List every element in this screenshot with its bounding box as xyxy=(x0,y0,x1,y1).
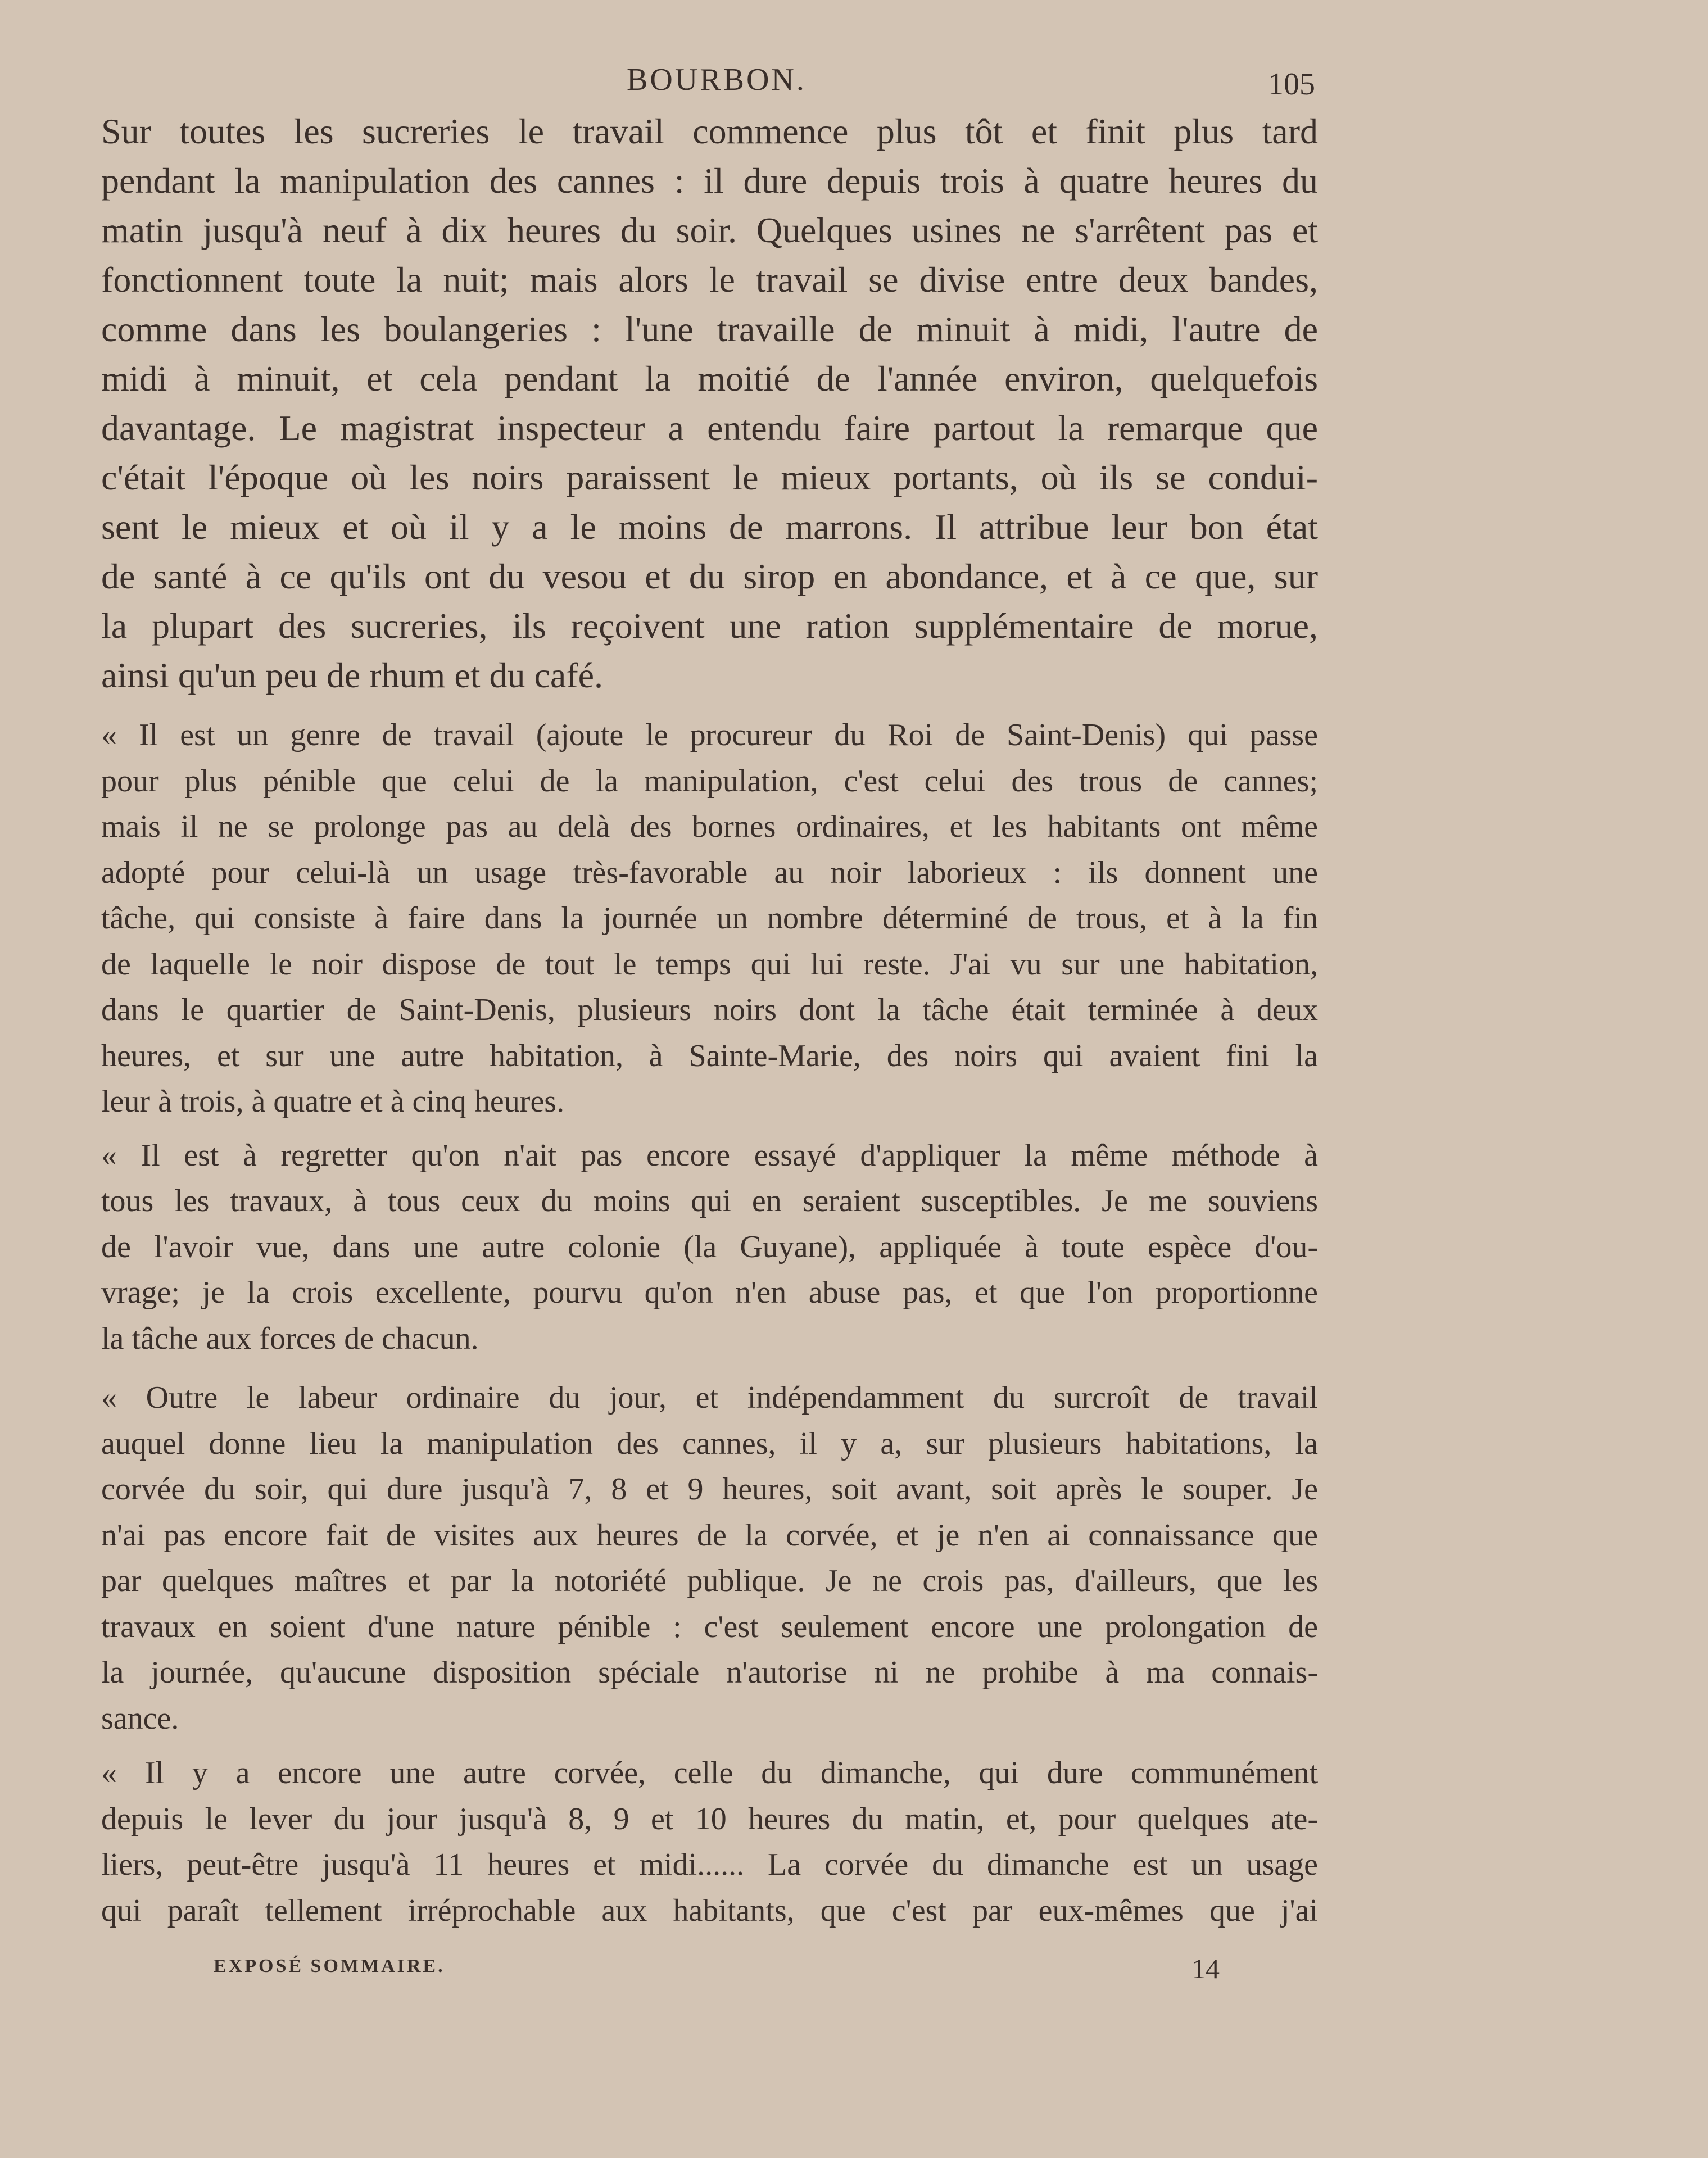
text-line: par quelques maîtres et par la notoriété publique. Je ne crois pas, d'ailleurs, que les xyxy=(101,1563,1318,1598)
page-header xyxy=(101,62,1315,107)
text-line: dans le quartier de Saint-Denis, plusieurs noirs dont la tâche était terminée à deux xyxy=(101,992,1318,1027)
text-line: la journée, qu'aucune disposition spéciale n'autorise ni ne prohibe à ma connais- xyxy=(101,1655,1318,1690)
text-line: sent le mieux et où il y a le moins de marrons. Il attribue leur bon état xyxy=(101,507,1318,547)
text-line: la plupart des sucreries, ils reçoivent une ration supplémentaire de morue, xyxy=(101,606,1318,646)
text-line: pendant la manipulation des cannes : il dure depuis trois à quatre heures du xyxy=(101,161,1318,201)
text-line: « Il est un genre de travail (ajoute le procureur du Roi de Saint-Denis) qui passe xyxy=(101,718,1318,752)
printer-signature: EXPOSÉ SOMMAIRE. xyxy=(214,1956,445,1976)
text-line: mais il ne se prolonge pas au delà des bornes ordinaires, et les habitants ont même xyxy=(101,809,1318,844)
body-text xyxy=(101,107,1318,1934)
paragraph-2 xyxy=(101,713,1318,1125)
text-line: ainsi qu'un peu de rhum et du café. xyxy=(101,655,604,695)
text-line: comme dans les boulangeries : l'une travaille de minuit à midi, l'autre de xyxy=(101,309,1318,349)
paragraph-1 xyxy=(101,107,1318,700)
text-line: depuis le lever du jour jusqu'à 8, 9 et 10 heures du matin, et, pour quelques ate- xyxy=(101,1801,1318,1837)
text-line: leur à trois, à quatre et à cinq heures. xyxy=(101,1084,565,1119)
text-line: « Il est à regretter qu'on n'ait pas encore essayé d'appliquer la même méthode à xyxy=(101,1137,1318,1173)
text-line: pour plus pénible que celui de la manipulation, c'est celui des trous de cannes; xyxy=(101,763,1318,799)
text-line: la tâche aux forces de chacun. xyxy=(101,1321,479,1356)
text-line: tous les travaux, à tous ceux du moins qui en seraient susceptibles. Je me souviens xyxy=(101,1184,1318,1218)
paragraph-4 xyxy=(101,1375,1318,1742)
text-line: tâche, qui consiste à faire dans la journée un nombre déterminé de trous, et à la fin xyxy=(101,901,1318,936)
text-line: davantage. Le magistrat inspecteur a entendu faire partout la remarque que xyxy=(101,408,1318,448)
text-line: corvée du soir, qui dure jusqu'à 7, 8 et 9 heures, soit avant, soit après le souper. Je xyxy=(101,1472,1318,1507)
text-line: travaux en soient d'une nature pénible : c'est seulement encore une prolongation de xyxy=(101,1609,1318,1644)
paragraph-5 xyxy=(101,1751,1318,1934)
running-title: BOURBON. xyxy=(627,62,807,97)
text-line: matin jusqu'à neuf à dix heures du soir. Quelques usines ne s'arrêtent pas et xyxy=(101,210,1318,250)
text-line: de l'avoir vue, dans une autre colonie (la Guyane), appliquée à toute espèce d'ou- xyxy=(101,1229,1318,1264)
text-line: fonctionnent toute la nuit; mais alors le travail se divise entre deux bandes, xyxy=(101,260,1318,300)
text-line: auquel donne lieu la manipulation des cannes, il y a, sur plusieurs habitations, la xyxy=(101,1426,1318,1461)
text-line: de laquelle le noir dispose de tout le temps qui lui reste. J'ai vu sur une habitation, xyxy=(101,946,1318,982)
text-line: c'était l'époque où les noirs paraissent le mieux portants, où ils se condui- xyxy=(101,457,1318,497)
text-line: adopté pour celui-là un usage très-favorable au noir laborieux : ils donnent une xyxy=(101,855,1318,890)
sheet-number: 14 xyxy=(1191,1953,1220,1984)
text-line: liers, peut-être jusqu'à 11 heures et midi...... La corvée du dimanche est un usage xyxy=(101,1847,1318,1882)
text-line: vrage; je la crois excellente, pourvu qu'on n'en abuse pas, et que l'on proportionne xyxy=(101,1275,1318,1310)
text-line: de santé à ce qu'ils ont du vesou et du sirop en abondance, et à ce que, sur xyxy=(101,556,1318,596)
text-line: « Outre le labeur ordinaire du jour, et indépendamment du surcroît de travail xyxy=(101,1380,1318,1415)
text-line: « Il y a encore une autre corvée, celle du dimanche, qui dure communément xyxy=(101,1756,1318,1790)
text-line: heures, et sur une autre habitation, à Sainte-Marie, des noirs qui avaient fini la xyxy=(101,1038,1318,1073)
text-line: n'ai pas encore fait de visites aux heures de la corvée, et je n'en ai connaissance que xyxy=(101,1517,1318,1553)
page-footer xyxy=(214,1953,1225,1989)
text-line: Sur toutes les sucreries le travail commence plus tôt et finit plus tard xyxy=(101,111,1318,151)
text-line: sance. xyxy=(101,1701,179,1736)
text-line: qui paraît tellement irréprochable aux habitants, que c'est par eux-mêmes que j'ai xyxy=(101,1893,1318,1928)
paragraph-3 xyxy=(101,1133,1318,1362)
text-line: midi à minuit, et cela pendant la moitié de l'année environ, quelquefois xyxy=(101,359,1318,398)
page-number: 105 xyxy=(1268,67,1315,102)
